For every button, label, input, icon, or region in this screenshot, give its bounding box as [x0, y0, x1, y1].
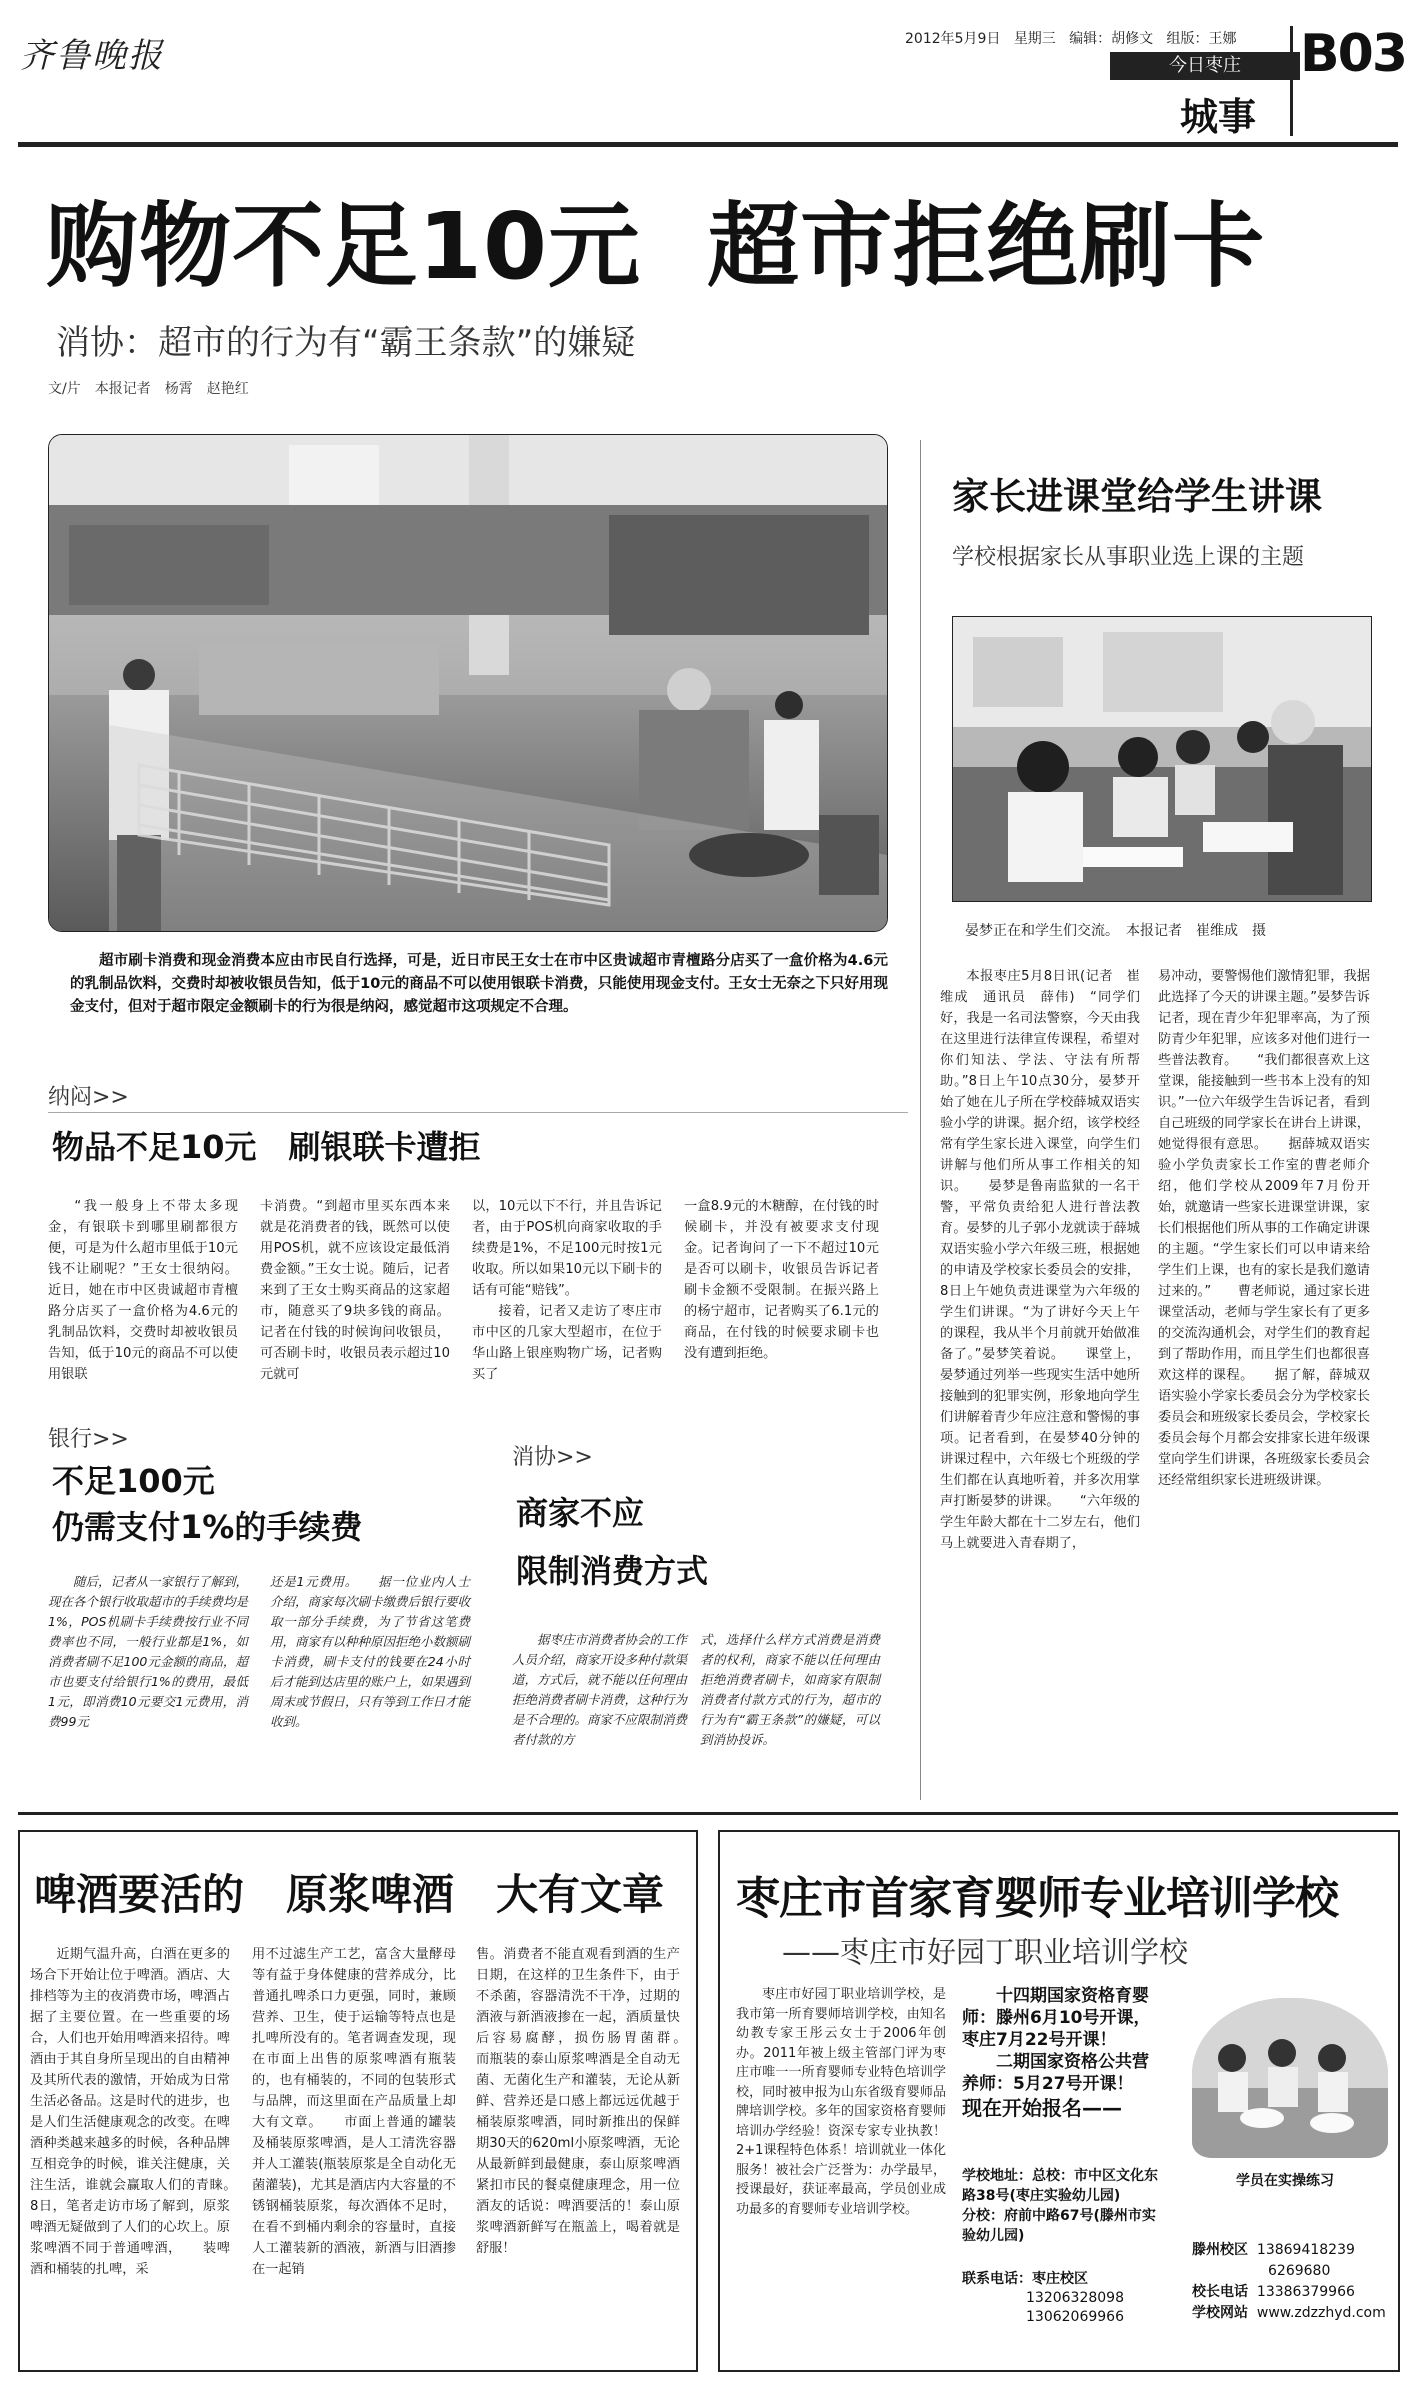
ad-promo-block [962, 1985, 1154, 2119]
sec1-column-3 [472, 1196, 662, 1426]
section-title-fee-line2: 仍需支付1%的手续费 [52, 1508, 363, 1546]
beer-text-3: 售。消费者不能直观看到酒的生产日期，在这样的卫生条件下，由于不杀菌，容器清洗不干净，过期的酒液与新酒液掺在一起，酒质量快后容易腐酵，损伤肠胃菌群。 而瓶装的泰山原浆啤酒是全自动无菌、无菌化生产和灌装，无论从新鲜、营养还是口感上都远远优越于桶装原浆啤酒，同时新推出的保鲜期30天的620ml小原浆啤酒，无论从最新鲜到最健康，泰山原浆啤酒紧扣市民的餐桌健康理念，用一位酒友的话说：啤酒要活的！泰山原浆啤酒新鲜写在瓶盖上，喝着就是舒服！ [476, 1947, 707, 2256]
ad-tengzhou-phone-1: 13869418239 [1256, 2242, 1355, 2258]
section-tag-puzzled: 纳闷>> [48, 1085, 129, 1110]
ad-headline: 枣庄市首家育婴师专业培训学校 [736, 1873, 1338, 1924]
side-column-2 [1158, 966, 1370, 1786]
ad-training-scene [1192, 1998, 1388, 2158]
ad-phone-1: 13206328098 [1026, 2290, 1124, 2306]
supermarket-scene [49, 435, 887, 931]
ad-body-text: 枣庄市好园丁职业培训学校，是我市第一所育婴师培训学校，由知名幼教专家王彤云女士于2006年创办。2011年被上级主管部门评为枣庄市唯一一所育婴师专业特色培训学校，同时被申报为山东省级育婴师品牌培训学校。多年的国家资格育婴师培训办学经验！资深专家专业执教！2+1课程特色体系！培训就业一体化服务！被社会广泛誉为：办学最早，授课最好，获证率最高，学员创业成功最多的育婴师专业培训学校。 [736, 1987, 946, 2217]
side-photo-caption: 晏梦正在和学生们交流。 本报记者 崔维成 摄 [965, 923, 1266, 939]
ad-phone-block [962, 2270, 1167, 2327]
sec3-text-2: 式，选择什么样方式消费是消费者的权利，商家不能以任何理由拒绝消费者刷卡，如商家有限制消费者付款方式的行为，超市的行为有“霸王条款”的嫌疑，可以到消协投诉。 [700, 1632, 880, 1747]
supermarket-photo [48, 434, 888, 932]
ad-address-block [962, 2166, 1167, 2246]
section-divider [48, 1112, 908, 1113]
sec1-text-3b: 接着，记者又走访了枣庄市市中区的几家大型超市，在位于华山路上银座购物广场，记者购买了 [472, 1304, 662, 1382]
side-story-divider [920, 440, 921, 1800]
sec3-column-2 [700, 1630, 880, 1810]
sec2-text-2: 还是1元费用。 据一位业内人士介绍，商家每次刷卡缴费后银行要收取一部分手续费，为了节省这笔费用，商家有以种种原因拒绝小数额刷卡消费，刷卡支付的钱要在24小时后才能到达店里的账户上，如果遇到周末或节假日，只有等到工作日才能收到。 [270, 1574, 471, 1729]
ad-training-photo [1192, 1998, 1388, 2158]
beer-column-1 [30, 1944, 257, 2360]
ad-principal-label: 校长电话 [1192, 2284, 1248, 2300]
sec1-column-4 [684, 1196, 879, 1426]
side-headline: 家长进课堂给学生讲课 [952, 475, 1322, 518]
beer-text-1: 近期气温升高，白酒在更多的场合下开始让位于啤酒。酒店、大排档等为主的夜消费市场，啤酒占据了主要位置。在一些重要的场合，人们也开始用啤酒来招待。啤酒由于其自身所呈现出的自由精神及其所代表的激情，开始成为日常生活必备品。这是时代的进步，也是人们生活健康观念的改变。在啤酒种类越来越多的时候，各种品牌互相竞争的时候，谁关注健康，关注生活，谁就会赢取人们的青睐。 8日，笔者走访市场了解到，原浆啤酒无疑做到了人们的心坎上。原浆啤酒不同于普通啤酒， 装啤酒和桶装的扎啤，采 [30, 1947, 257, 2277]
ad-principal-row [1192, 2282, 1392, 2303]
section-title-fee-line1: 不足100元 [52, 1462, 215, 1500]
main-byline: 文/片 本报记者 杨霄 赵艳红 [48, 381, 249, 397]
ad-promo-2: 二期国家资格公共营养师：5月27号开课！ [962, 2052, 1149, 2094]
ad-photo-caption: 学员在实操练习 [1236, 2173, 1334, 2189]
sec1-column-2 [260, 1196, 450, 1426]
classroom-scene [953, 617, 1371, 901]
sec3-column-1 [512, 1630, 687, 1810]
ad-website-label: 学校网站 [1192, 2305, 1248, 2321]
edition-tag: 今日枣庄 [1110, 52, 1300, 80]
ad-contact-block [1192, 2240, 1392, 2324]
sec1-text-3a: 以，10元以下不行，并且告诉记者，由于POS机向商家收取的手续费是1%，不足100元时按1元收取。所以如果10元以下刷卡的话有可能“赔钱”。 [472, 1199, 662, 1298]
newspaper-logo: 齐鲁晚报 [20, 36, 164, 76]
beer-headline: 啤酒要活的 原浆啤酒 大有文章 [34, 1870, 665, 1919]
sec3-text-1: 据枣庄市消费者协会的工作人员介绍，商家开设多种付款渠道，方式后，就不能以任何理由拒绝消费者刷卡消费，这种行为是不合理的。商家不应限制消费者付款的方 [512, 1632, 688, 1747]
sec2-text-1: 随后，记者从一家银行了解到，现在各个银行收取超市的手续费均是1%，POS机刷卡手续费按行业不同费率也不同，一般行业都是1%，如消费者刷不足100元金额的商品，超市也要支付给银行1%的费用，最低1元，即消费10元要交1元费用，消费99元 [48, 1574, 249, 1729]
section-name: 城事 [1180, 95, 1257, 139]
main-bottom-rule [18, 1812, 1398, 1815]
ad-website-row [1192, 2303, 1392, 2324]
ad-subtitle: ——枣庄市好园丁职业培训学校 [782, 1935, 1189, 1969]
editor-credit: 编辑：胡修文 [1069, 31, 1154, 47]
sec1-text-1: “我一般身上不带太多现金，有银联卡到哪里刷都很方便，可是为什么超市里低于10元钱不让刷呢？”王女士很纳闷。近日，她在市中区贵诚超市青檀路分店买了一盒价格为4.6元的乳制品饮料，交费时却被收银员告知，低于10元的商品不可以使用银联 [48, 1199, 238, 1382]
ad-tengzhou-row [1192, 2240, 1392, 2261]
ad-promo-3: 现在开始报名—— [962, 2096, 1122, 2120]
section-title-merchant-line1: 商家不应 [516, 1494, 645, 1532]
ad-address-1: 学校地址：总校：市中区文化东路38号(枣庄实验幼儿园) [962, 2168, 1158, 2204]
main-subheadline: 消协：超市的行为有“霸王条款”的嫌疑 [56, 323, 636, 363]
main-photo-caption: 超市刷卡消费和现金消费本应由市民自行选择，可是，近日市民王女士在市中区贵诚超市青檀路分店买了一盒价格为4.6元的乳制品饮料，交费时却被收银员告知，低于10元的商品不可以使用银联卡消费，只能使用现金支付。王女士无奈之下只好用现金支付，但对于超市限定金额刷卡的行为很是纳闷，感觉超市这项规定不合理。 [70, 953, 888, 1015]
section-title-card-rejected: 物品不足10元 刷银联卡遭拒 [52, 1128, 481, 1166]
ad-principal-phone: 13386379966 [1256, 2284, 1355, 2300]
side-text-1: 本报枣庄5月8日讯(记者 崔维成 通讯员 薛伟) “同学们好，我是一名司法警察，今天由我在这里进行法律宣传课程，希望对你们知法、学法、守法有所帮助。”8日上午10点30分，晏梦开始了她在儿子所在学校薛城双语实验小学的讲课。据介绍，该学校经常有学生家长进入课堂，向学生们讲解与他们所从事工作相关的知识。 晏梦是鲁南监狱的一名干警，平常负责给犯人进行普法教育。晏梦的儿子郭小龙就读于薛城双语实验小学六年级三班，根据她的申请及学校家长委员会的安排，8日上午她负责进课堂为六年级的学生们讲课。“为了讲好今天上午的课程，我从半个月前就开始做准备了。”晏梦笑着说。 课堂上，晏梦通过列举一些现实生活中她所接触到的犯罪实例，形象地向学生们讲解着青少年应注意和警惕的事项。记者看到，在晏梦40分钟的讲课过程中，六年级七个班级的学生们都在认真地听着，并多次用掌声打断晏梦的讲课。 “六年级的学生年龄大都在十二岁左右，他们马上就要进入青春期了， [940, 969, 1140, 1551]
ad-tengzhou-phone-2: 6269680 [1268, 2263, 1331, 2279]
classroom-photo [952, 616, 1372, 902]
masthead-rule [18, 142, 1398, 147]
sec1-text-4: 一盒8.9元的木糖醇，在付钱的时候刷卡，并没有被要求支付现金。记者询问了一下不超过10元是否可以刷卡，收银员告诉记者刷卡金额不受限制。在振兴路上的杨宁超市，记者购买了6.1元的商品，在付钱的时候要求刷卡也没有遭到拒绝。 [684, 1199, 879, 1361]
ad-tengzhou-label: 滕州校区 [1192, 2242, 1248, 2258]
ad-phone-label: 联系电话：枣庄校区 [962, 2271, 1088, 2287]
ad-phone-2: 13062069966 [1026, 2309, 1124, 2325]
sec2-column-2 [270, 1572, 470, 1812]
section-tag-bank: 银行>> [48, 1427, 129, 1452]
side-text-2: 易冲动，要警惕他们激情犯罪，我据此选择了今天的讲课主题。”晏梦告诉记者，现在青少年犯罪率高，为了预防青少年犯罪，应该多对他们进行一些普法教育。 “我们都很喜欢上这堂课，能接触到一些书本上没有的知识。”一位六年级学生告诉记者，看到自己班级的同学家长在讲台上讲课，她觉得很有意思。 据薛城双语实验小学负责家长工作室的曹老师介绍，他们学校从2009年7月份开始，就邀请一些家长进课堂讲课，家长们根据他们所从事的工作确定讲课的主题。“学生家长们可以申请来给学生们上课，也有的家长是我们邀请过来的。” 曹老师说，通过家长进课堂活动，老师与学生家长有了更多的交流沟通机会，对学生们的教育起到了帮助作用，而且学生们也都很喜欢这样的课程。 据了解，薛城双语实验小学家长委员会分为学校家长委员会和班级家长委员会，学校家长委员会每个月都会安排家长进年级课堂向学生们讲课，各班级家长委员会还经常组织家长进班级讲课。 [1158, 969, 1370, 1488]
beer-text-2: 用不过滤生产工艺，富含大量酵母等有益于身体健康的营养成分，比普通扎啤杀口力更强，同时，兼顾营养、卫生，使于运输等特点也是扎啤所没有的。笔者调查发现，现在市面上出售的原浆啤酒有瓶装的，也有桶装的，不同的包装形式与品牌，而这里面在产品质量上却大有文章。 市面上普通的罐装及桶装原浆啤酒，是人工清洗容器并人工灌装(瓶装原浆是全自动化无菌灌装)，尤其是酒店内大容量的不锈钢桶装原浆，每次酒体不足时，在看不到桶内剩余的容量时，直接人工灌装新的酒液，新酒与旧酒掺在一起销 [252, 1947, 456, 2277]
beer-column-2 [252, 1944, 456, 2360]
ad-body-column [736, 1985, 946, 2285]
issue-date: 2012年5月9日 [905, 31, 1001, 47]
sec1-column-1 [48, 1196, 238, 1426]
side-subheadline: 学校根据家长从事职业选上课的主题 [952, 545, 1305, 570]
sec2-column-1 [48, 1572, 248, 1812]
masthead-info [905, 28, 1237, 48]
issue-weekday: 星期三 [1013, 31, 1056, 47]
layout-credit: 组版：王娜 [1166, 31, 1237, 47]
ad-website-url[interactable]: www.zdzzhyd.com [1256, 2305, 1386, 2321]
side-column-1 [940, 966, 1140, 1786]
section-tag-consumer-assoc: 消协>> [512, 1445, 593, 1470]
main-headline: 购物不足10元 超市拒绝刷卡 [46, 193, 1266, 300]
page-number: B03 [1300, 24, 1406, 84]
section-title-merchant-line2: 限制消费方式 [516, 1552, 709, 1590]
ad-promo-1: 十四期国家资格育婴师：滕州6月10号开课，枣庄7月22号开课！ [962, 1986, 1151, 2050]
beer-column-3 [476, 1944, 707, 2360]
masthead-divider [1290, 26, 1293, 136]
ad-address-2: 分校：府前中路67号(滕州市实验幼儿园) [962, 2208, 1156, 2244]
sec1-text-2: 卡消费。“到超市里买东西本来就是花消费者的钱，既然可以使用POS机，就不应该设定最低消费金额。”王女士说。随后，记者来到了王女士购买商品的这家超市，随意买了9块多钱的商品。记者在付钱的时候询问收银员，可否刷卡时，收银员表示超过10元就可 [260, 1199, 450, 1382]
